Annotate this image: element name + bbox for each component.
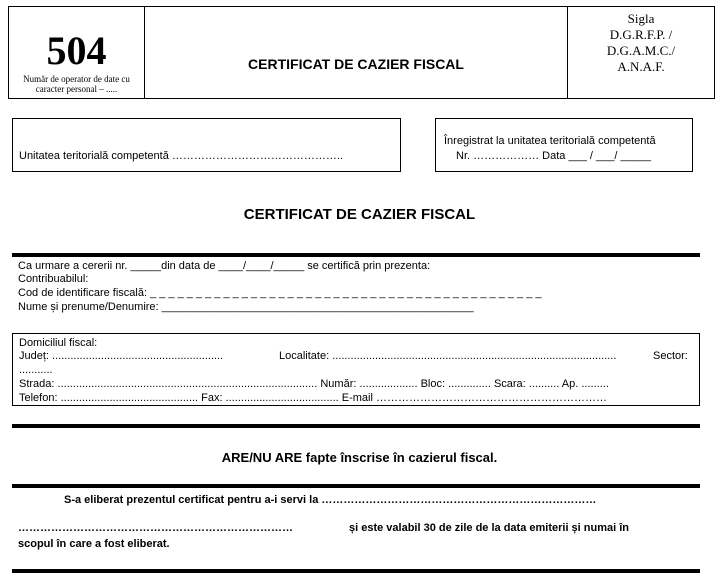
territorial-unit-field[interactable]: Unitatea teritorială competentă ………………………………………..: [19, 150, 343, 162]
issued-purpose-continuation[interactable]: …………………………………………………………………: [18, 522, 293, 534]
thick-rule-3: [12, 484, 700, 488]
county-field[interactable]: Județ: ........................................................: [19, 350, 224, 362]
operator-note-line1: Număr de operator de date cu: [23, 74, 130, 84]
header-number-cell: [8, 6, 145, 99]
sector-continuation: ...........: [19, 364, 53, 376]
header-title: CERTIFICAT DE CAZIER FISCAL: [248, 56, 464, 72]
form-number: 504: [46, 28, 107, 73]
fiscal-record-status: ARE/NU ARE fapte înscrise în cazierul fiscal.: [221, 450, 498, 465]
taxpayer-label: Contribuabilul:: [18, 273, 89, 285]
registration-line1: Înregistrat la unitatea teritorială competentă: [444, 135, 656, 147]
name-field[interactable]: Nume și prenume/Denumire: ___________________________________________________: [18, 301, 474, 313]
validity-statement: și este valabil 30 de zile de la data emiterii și numai în: [349, 522, 630, 534]
sigla-line-1: D.G.R.F.P. /: [609, 27, 673, 42]
sector-label[interactable]: Sector:: [653, 350, 688, 362]
sigla-line-3: A.N.A.F.: [617, 59, 665, 74]
operator-note-line2: caracter personal – .....: [35, 84, 118, 94]
fiscal-address-label: Domiciliul fiscal:: [19, 337, 98, 349]
issued-purpose-line[interactable]: S-a eliberat prezentul certificat pentru a-i servi la …………………………………………………………………: [64, 494, 597, 506]
header-sigla-cell: [567, 6, 715, 99]
main-title: CERTIFICAT DE CAZIER FISCAL: [243, 206, 476, 223]
thick-rule-2: [12, 424, 700, 428]
header-title-cell: [144, 6, 568, 99]
fiscal-address-box: [12, 333, 700, 406]
fiscal-id-field[interactable]: Cod de identificare fiscală: _ _ _ _ _ _ _ _ _ _ _ _ _ _ _ _ _ _ _ _ _ _ _ _ _ _ _ _ _ _ _ _ _ _ _ _ _ _ _ _ _ _ _: [18, 287, 542, 299]
phone-fax-email-field[interactable]: Telefon: ............................................. Fax: ..................................... E-mail ………………………………………………………: [19, 392, 607, 404]
thick-rule-4: [12, 569, 700, 573]
locality-field[interactable]: Localitate: .............................................................................................: [279, 350, 617, 362]
registration-number-date-field[interactable]: Nr. ……………… Data ___ / ___/ _____: [456, 150, 652, 162]
validity-statement-end: scopul în care a fost eliberat.: [18, 538, 170, 550]
request-line[interactable]: Ca urmare a cererii nr. _____din data de ____/____/_____ se certifică prin prezenta:: [18, 260, 431, 272]
territorial-unit-box: [12, 118, 401, 172]
sigla-line-0: Sigla: [627, 11, 655, 26]
street-field[interactable]: Strada: ..................................................................................... Număr: ................... Bloc: .............. Scara: .......... Ap. .........: [19, 378, 609, 390]
registration-box: [435, 118, 693, 172]
sigla-line-2: D.G.A.M.C./: [606, 43, 676, 58]
thick-rule-1: [12, 253, 700, 257]
